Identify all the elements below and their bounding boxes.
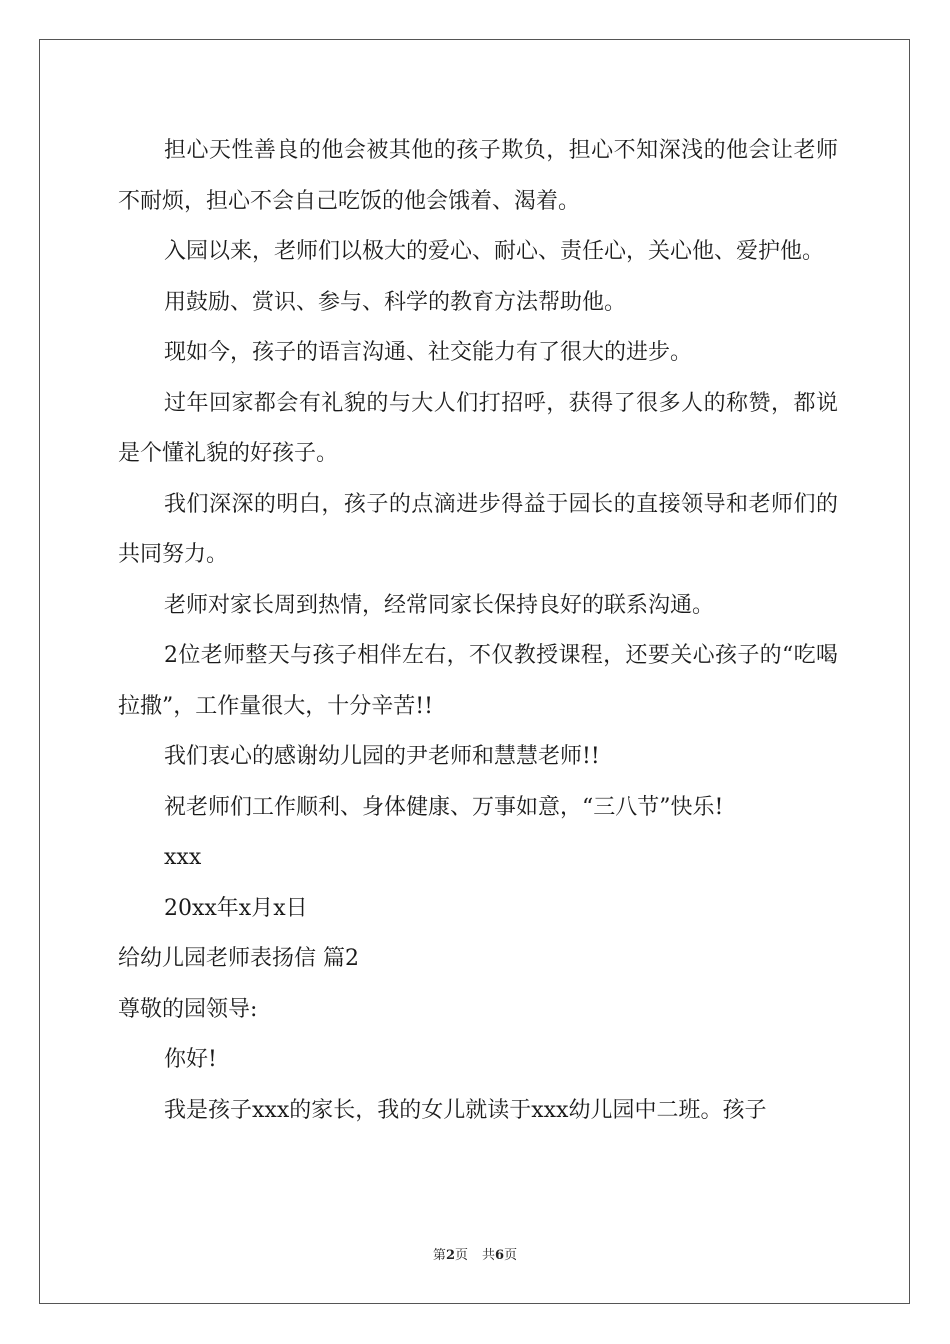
footer-total-prefix: 共 [482, 1248, 496, 1263]
paragraph: 过年回家都会有礼貌的与大人们打招呼，获得了很多人的称赞，都说是个懂礼貌的好孩子。 [118, 390, 838, 466]
paragraph: 我们衷心的感谢幼儿园的尹老师和慧慧老师!! [164, 744, 600, 769]
paragraph: 担心天性善良的他会被其他的孩子欺负，担心不知深浅的他会让老师不耐烦，担心不会自己吃饭的他会饿着、渴着。 [118, 138, 838, 214]
paragraph: 20xx年x月x日 [164, 895, 308, 921]
paragraph: 祝老师们工作顺利、身体健康、万事如意，“三八节”快乐! [164, 794, 724, 820]
paragraph: xxx [164, 845, 202, 870]
paragraph: 现如今，孩子的语言沟通、社交能力有了很大的进步。 [164, 340, 693, 365]
page-footer [0, 1248, 950, 1264]
footer-total-word: 页 [504, 1248, 518, 1263]
paragraph: 尊敬的园领导: [118, 996, 258, 1022]
paragraph: 用鼓励、赏识、参与、科学的教育方法帮助他。 [164, 289, 627, 315]
footer-page-word: 页 [454, 1248, 468, 1263]
paragraph: 我是孩子xxx的家长，我的女儿就读于xxx幼儿园中二班。孩子 [164, 1097, 767, 1123]
paragraph: 你好! [164, 1047, 217, 1072]
paragraph: 给幼儿园老师表扬信 篇2 [118, 946, 359, 971]
total-page-number: 6 [495, 1248, 505, 1263]
paragraph: 我们深深的明白，孩子的点滴进步得益于园长的直接领导和老师们的共同努力。 [118, 491, 838, 567]
paragraph: 老师对家长周到热情，经常同家长保持良好的联系沟通。 [164, 592, 715, 618]
paragraph: 入园以来，老师们以极大的爱心、耐心、责任心，关心他、爱护他。 [164, 239, 825, 264]
current-page-number: 2 [445, 1248, 455, 1263]
document-body [118, 126, 838, 1136]
footer-prefix: 第 [432, 1248, 446, 1263]
paragraph: 2位老师整天与孩子相伴左右，不仅教授课程，还要关心孩子的“吃喝拉撒”，工作量很大，十分辛苦!! [118, 643, 838, 719]
